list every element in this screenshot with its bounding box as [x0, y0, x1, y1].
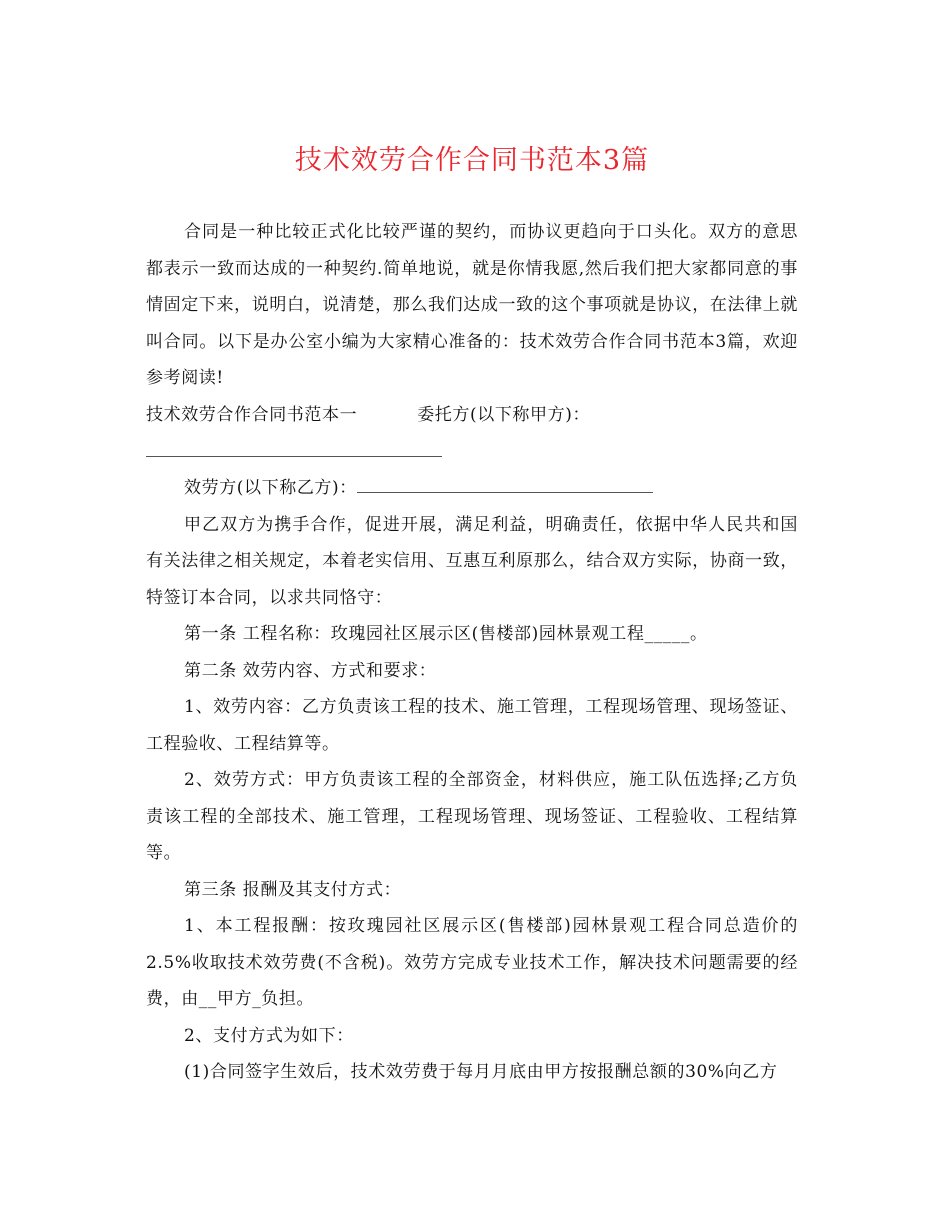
- party-b-label: 效劳方(以下称乙方)：: [184, 478, 357, 498]
- document-body: [146, 214, 798, 1091]
- section-heading-line: [146, 397, 798, 434]
- party-b-line: [146, 470, 798, 507]
- party-b-blank: [357, 478, 653, 493]
- intro-paragraph: 合同是一种比较正式化比较严谨的契约，而协议更趋向于口头化。双方的意思都表示一致而达成的一种契约.简单地说，就是你情我愿,然后我们把大家都同意的事情固定下来，说明白，说清楚，那么我们达成一致的这个事项就是协议，在法律上就叫合同。以下是办公室小编为大家精心准备的：技术效劳合作合同书范本3篇，欢迎参考阅读!: [146, 222, 798, 388]
- document-title: 技术效劳合作合同书范本3篇: [294, 145, 650, 176]
- article-2: 第二条 效劳内容、方式和要求：: [184, 660, 437, 681]
- party-a-blank: [146, 433, 442, 457]
- paragraph-preamble: 甲乙双方为携手合作，促进开展，满足利益，明确责任，依据中华人民共和国有关法律之相关规定，本着老实信用、互惠互利原那么，结合双方实际，协商一致，特签订本合同，以求共同恪守：: [146, 514, 798, 608]
- article-3-item-1: 1、本工程报酬：按玫瑰园社区展示区(售楼部)园林景观工程合同总造价的2.5%收取技术效劳费(不含税)。效劳方完成专业技术工作，解决技术问题需要的经费，由__甲方_负担。: [146, 916, 798, 1009]
- article-3-item-2: 2、支付方式为如下：: [184, 1025, 354, 1046]
- party-a-label: 委托方(以下称甲方)：: [417, 404, 591, 425]
- section-heading: 技术效劳合作合同书范本一: [146, 404, 358, 425]
- article-3-item-2-sub-1: (1)合同签字生效后，技术效劳费于每月月底由甲方按报酬总额的30%向乙方: [184, 1062, 778, 1082]
- article-1: 第一条 工程名称：玫瑰园社区展示区(售楼部)园林景观工程_____。: [184, 624, 708, 644]
- article-3: 第三条 报酬及其支付方式：: [184, 879, 402, 900]
- article-2-item-2: 2、效劳方式：甲方负责该工程的全部资金，材料供应，施工队伍选择;乙方负责该工程的全部技术、施工管理，工程现场管理、现场签证、工程验收、工程结算等。: [146, 770, 798, 863]
- article-2-item-1: 1、效劳内容：乙方负责该工程的技术、施工管理，工程现场管理、现场签证、工程验收、工程结算等。: [146, 697, 798, 754]
